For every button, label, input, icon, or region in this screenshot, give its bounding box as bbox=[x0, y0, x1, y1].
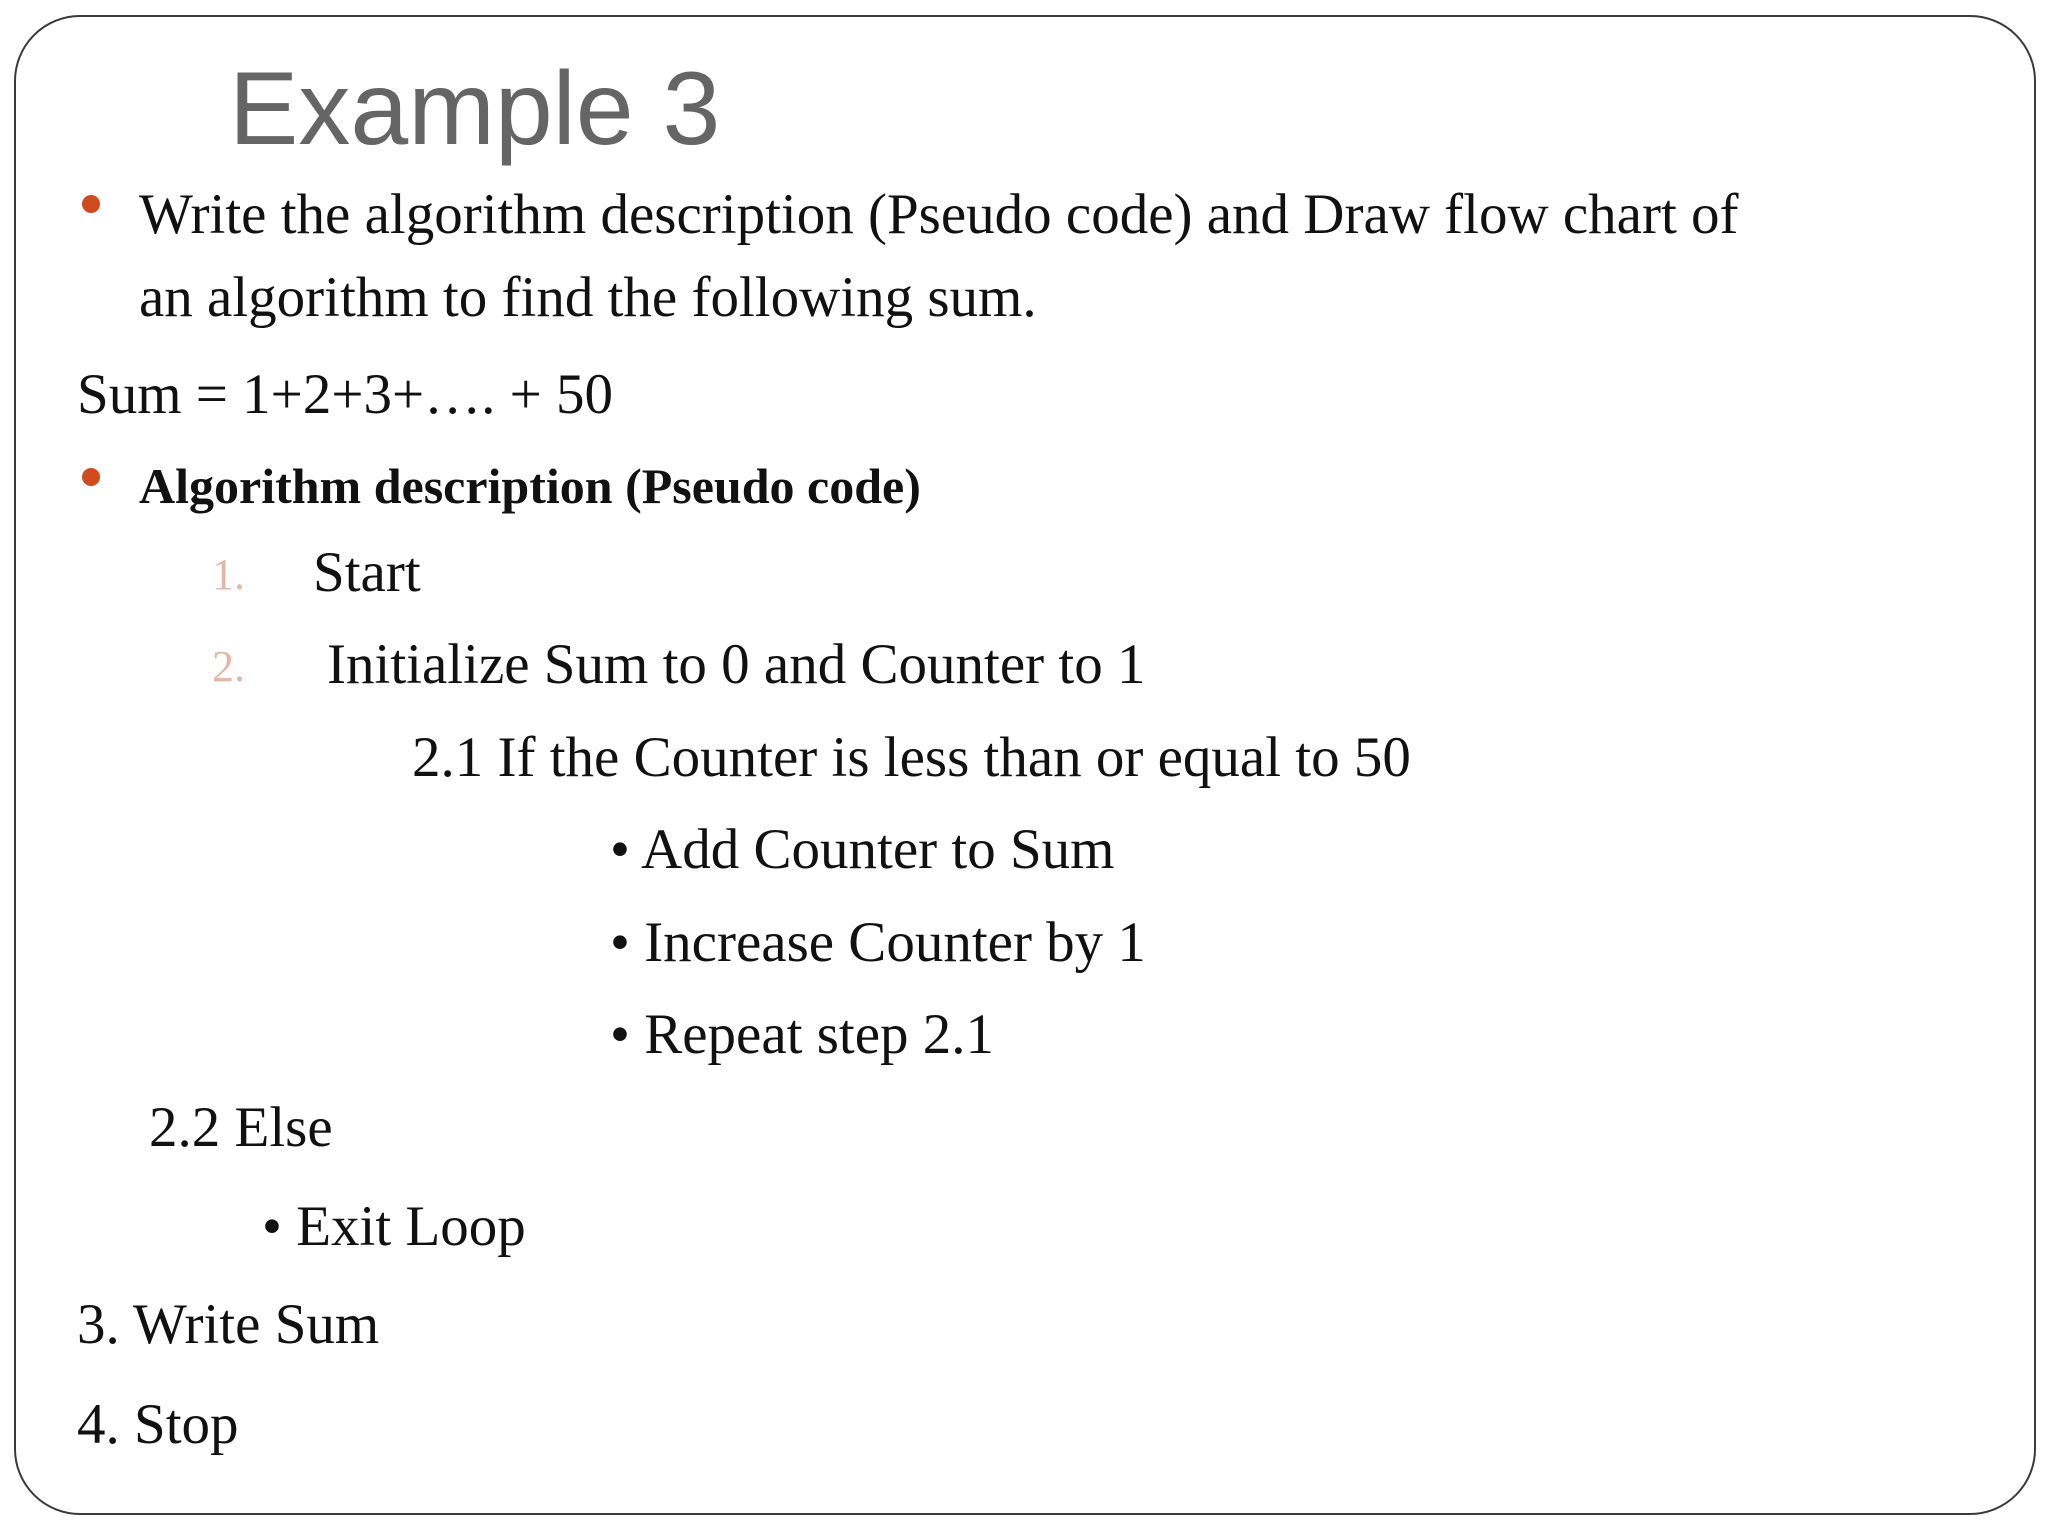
step-2-1: 2.1 If the Counter is less than or equal to 50 bbox=[412, 726, 1411, 789]
step-2-text: Initialize Sum to 0 and Counter to 1 bbox=[327, 633, 1146, 696]
step-2-number: 2. bbox=[212, 642, 245, 691]
sum-formula: Sum = 1+2+3+…. + 50 bbox=[77, 363, 614, 426]
step-4: 4. Stop bbox=[77, 1393, 239, 1456]
sub-step-repeat: • Repeat step 2.1 bbox=[610, 1003, 995, 1066]
sub-step-exit: • Exit Loop bbox=[262, 1195, 526, 1258]
task-line-1: Write the algorithm description (Pseudo code) and Draw flow chart of bbox=[139, 183, 1739, 246]
bullet-dot-heading bbox=[82, 468, 100, 486]
slide-title: Example 3 bbox=[229, 51, 721, 167]
step-3: 3. Write Sum bbox=[77, 1293, 380, 1356]
algorithm-heading: Algorithm description (Pseudo code) bbox=[139, 458, 921, 514]
bullet-dot-task bbox=[82, 195, 100, 213]
step-2-2: 2.2 Else bbox=[149, 1096, 333, 1159]
step-1-text: Start bbox=[313, 541, 421, 604]
sub-step-add: • Add Counter to Sum bbox=[610, 818, 1115, 881]
step-1-number: 1. bbox=[212, 550, 245, 599]
task-line-2: an algorithm to find the following sum. bbox=[139, 266, 1037, 329]
sub-step-increase: • Increase Counter by 1 bbox=[610, 911, 1146, 974]
